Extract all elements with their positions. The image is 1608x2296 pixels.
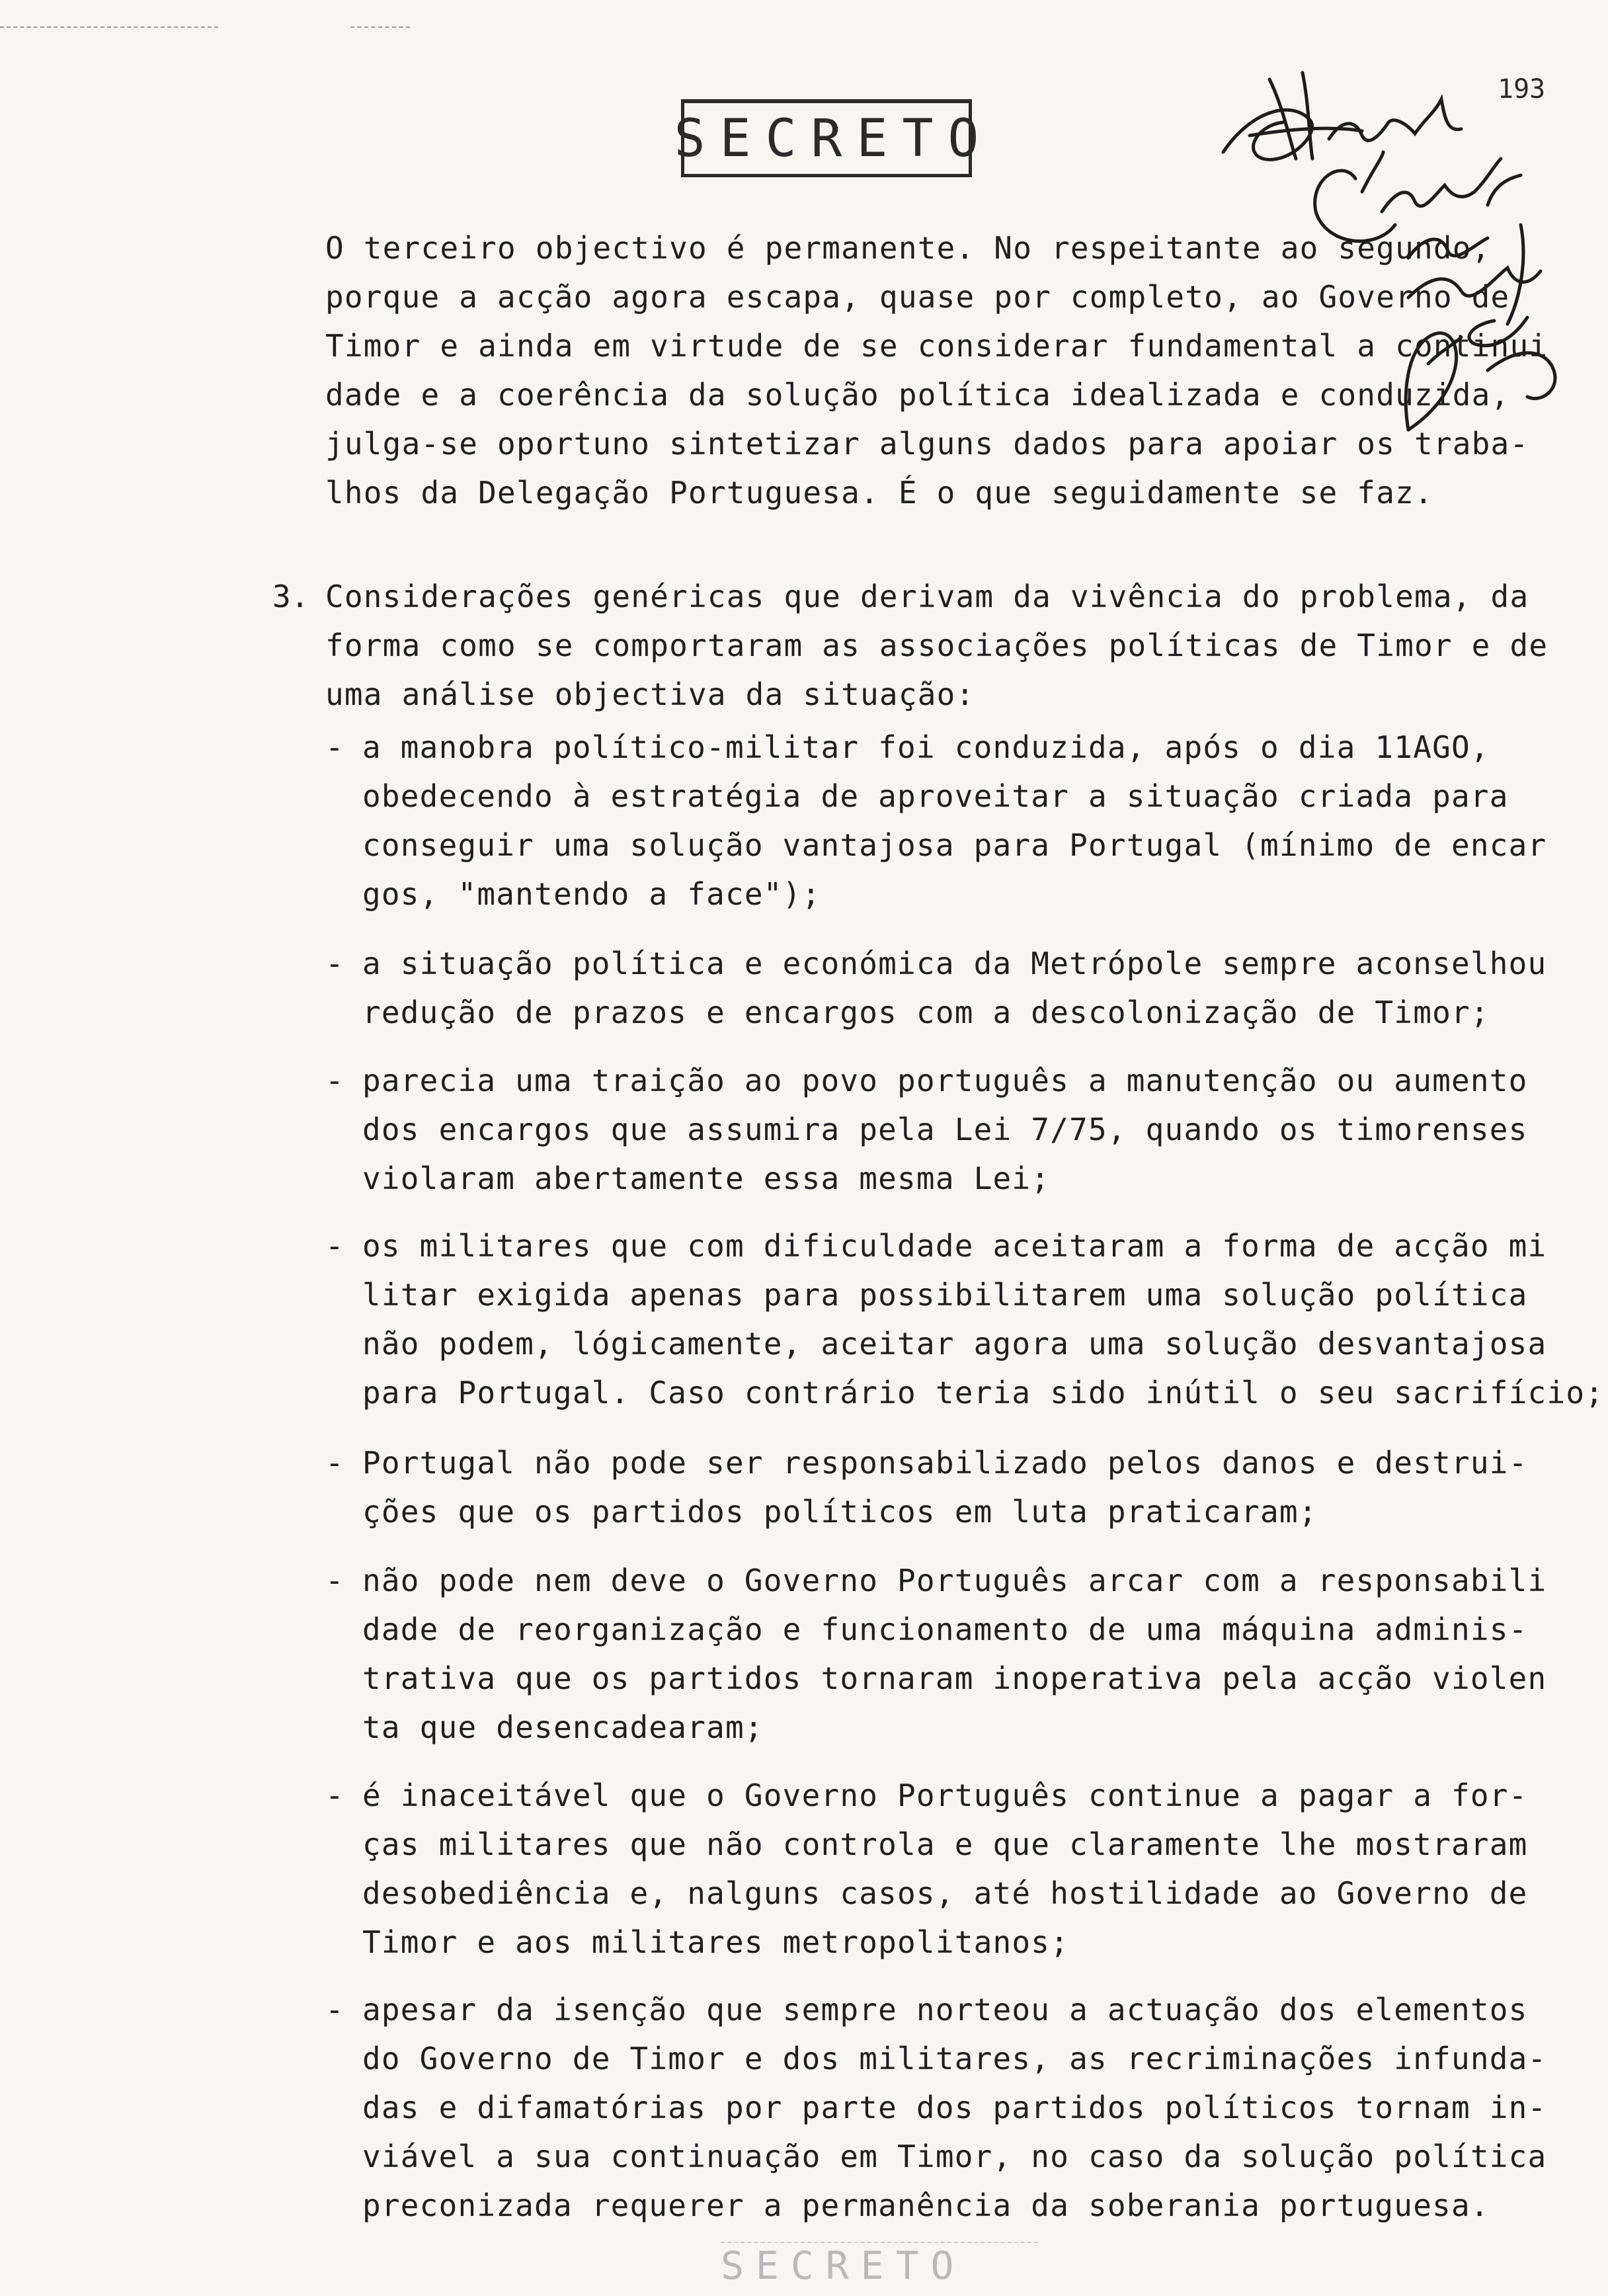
list-item-line: não pode nem deve o Governo Português arcar com a responsabili [362, 1563, 1547, 1598]
bullet-dash: - [325, 946, 344, 981]
list-item-line: violaram abertamente essa mesma Lei; [362, 1161, 1051, 1196]
bullet-dash: - [325, 1063, 344, 1098]
intro-line: porque a acção agora escapa, quase por completo, ao Governo de [325, 279, 1510, 315]
intro-line: lhos da Delegação Portuguesa. É o que seguidamente se faz. [325, 475, 1433, 511]
list-item-line: ças militares que não controla e que claramente lhe mostraram [362, 1826, 1528, 1862]
section-heading-line: uma análise objectiva da situação: [325, 676, 975, 712]
list-item-line: preconizada requerer a permanência da soberania portuguesa. [362, 2188, 1490, 2223]
secret-stamp: SECRETO [681, 99, 972, 177]
list-item-line: apesar da isenção que sempre norteou a actuação dos elementos [362, 1992, 1528, 2028]
scan-artifact-line [350, 26, 410, 28]
list-item-line: os militares que com dificuldade aceitaram a forma de acção mi [362, 1228, 1547, 1264]
list-item-line: ta que desencadearam; [362, 1709, 764, 1745]
list-item-line: do Governo de Timor e dos militares, as recriminações infunda- [362, 2041, 1547, 2076]
list-item-line: trativa que os partidos tornaram inoperativa pela acção violen [362, 1660, 1547, 1696]
bullet-dash: - [325, 1778, 344, 1813]
list-item-line: ções que os partidos políticos em luta praticaram; [362, 1494, 1318, 1530]
list-item-line: obedecendo à estratégia de aproveitar a situação criada para [362, 778, 1509, 814]
bullet-dash: - [325, 729, 344, 765]
list-item-line: Timor e aos militares metropolitanos; [362, 1924, 1070, 1960]
section-heading-line: Considerações genéricas que derivam da vivência do problema, da [325, 579, 1529, 614]
list-item-line: para Portugal. Caso contrário teria sido inútil o seu sacrifício; [362, 1375, 1605, 1411]
intro-line: dade e a coerência da solução política idealizada e conduzida, [325, 377, 1510, 413]
list-item-line: parecia uma traição ao povo português a manutenção ou aumento [362, 1063, 1528, 1098]
bullet-dash: - [325, 1445, 344, 1481]
list-item-line: gos, "mantendo a face"); [362, 876, 821, 912]
list-item-line: viável a sua continuação em Timor, no caso da solução política [362, 2139, 1547, 2174]
list-item-line: dos encargos que assumira pela Lei 7/75, quando os timorenses [362, 1112, 1528, 1147]
list-item-line: a manobra político-militar foi conduzida, após o dia 11AGO, [362, 729, 1490, 765]
list-item-line: redução de prazos e encargos com a descolonização de Timor; [362, 995, 1490, 1030]
intro-line: O terceiro objectivo é permanente. No respeitante ao segundo, [325, 230, 1491, 266]
list-item-line: dade de reorganização e funcionamento de uma máquina adminis- [362, 1612, 1528, 1647]
list-item-line: a situação política e económica da Metrópole sempre aconselhou [362, 946, 1547, 981]
list-item-line: das e difamatórias por parte dos partidos políticos tornam in- [362, 2090, 1547, 2125]
bullet-dash: - [325, 1228, 344, 1264]
bullet-dash: - [325, 1992, 344, 2028]
list-item-line: Portugal não pode ser responsabilizado pelos danos e destrui- [362, 1445, 1528, 1481]
intro-line: julga-se oportuno sintetizar alguns dados para apoiar os traba- [325, 426, 1529, 462]
secret-stamp-footer: SECRETO [721, 2242, 1038, 2289]
list-item-line: conseguir uma solução vantajosa para Portugal (mínimo de encar [362, 827, 1547, 863]
section-heading-line: forma como se comportaram as associações políticas de Timor e de [325, 628, 1548, 663]
page-number: 193 [1498, 74, 1546, 104]
section-number: 3. [272, 579, 309, 614]
scan-artifact-line [0, 26, 218, 28]
list-item-line: não podem, lógicamente, aceitar agora uma solução desvantajosa [362, 1326, 1547, 1362]
intro-line: Timor e ainda em virtude de se considerar fundamental a continui [325, 328, 1548, 364]
list-item-line: é inaceitável que o Governo Português continue a pagar a for- [362, 1778, 1528, 1813]
handwritten-signature [1210, 60, 1580, 483]
bullet-dash: - [325, 1563, 344, 1598]
list-item-line: litar exigida apenas para possibilitarem uma solução política [362, 1277, 1528, 1313]
list-item-line: desobediência e, nalguns casos, até hostilidade ao Governo de [362, 1875, 1528, 1911]
